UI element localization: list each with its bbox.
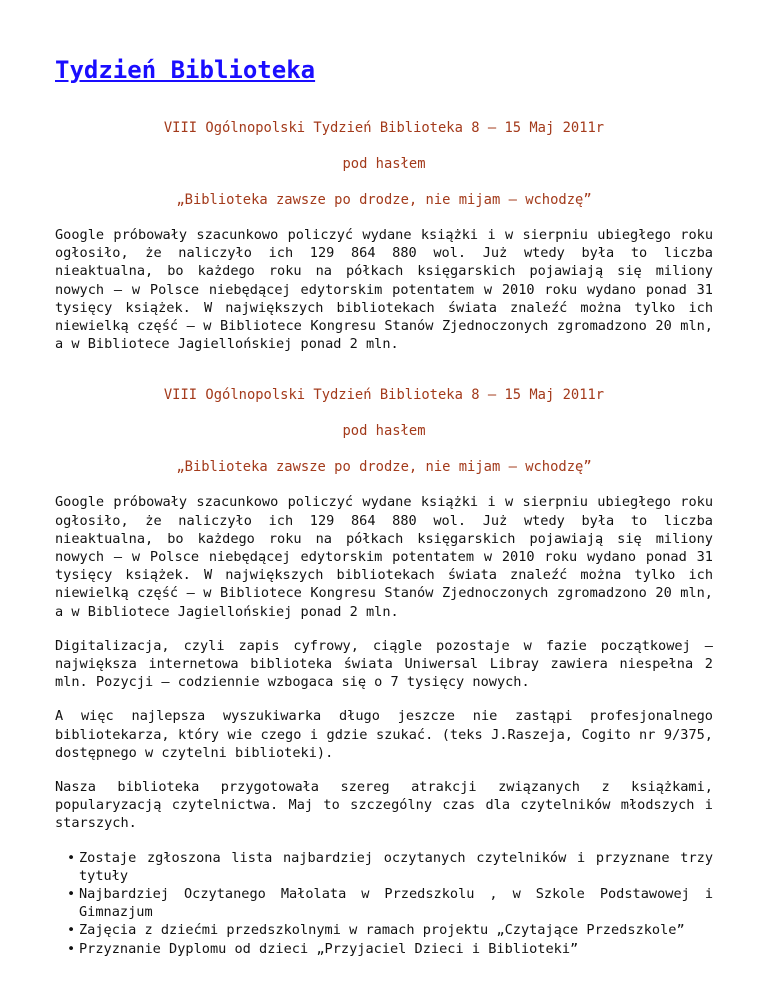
intro-paragraph: Google próbowały szacunkowo policzyć wydane książki i w sierpniu ubiegłego roku ogłosiło, że naliczyło ich 129 864 880 wol. Już wtedy była to liczba nieaktualna, bo każdego roku na półkach księgarskich pojawiają się miliony nowych – w Polsce niebędącej edytorskim potentatem w 2010 roku wydano ponad 31 tysięcy książek. W największych bibliotekach świata znaleźć można tylko ich niewielką część – w Bibliotece Kongresu Stanów Zjednoczonych zgromadzono 20 mln, a w Bibliotece Jagiellońskiej ponad 2 mln. [55, 227, 713, 353]
event-heading: VIII Ogólnopolski Tydzień Biblioteka 8 – 15 Maj 2011r [163, 387, 605, 404]
section-first [55, 118, 713, 353]
attractions-list [55, 849, 713, 958]
list-item [69, 940, 713, 958]
body-paragraph-digitalization: Digitalizacja, czyli zapis cyfrowy, ciągle pozostaje w fazie początkowej – największa internetowa biblioteka świata Uniwersal Libray zawiera niespełna 2 mln. Pozycji – codziennie wzbogaca się o 7 tysięcy nowych. [55, 637, 713, 691]
document-page [55, 50, 713, 958]
event-subtitle: pod hasłem [342, 423, 426, 440]
page-title [55, 50, 713, 90]
list-item-text: Zostaje zgłoszona lista najbardziej oczytanych czytelników i przyznane trzy tytuły [79, 849, 713, 884]
section-second [55, 385, 713, 957]
bullet-icon: • [67, 940, 76, 957]
event-motto: „Biblioteka zawsze po drodze, nie mijam – wchodzę” [176, 192, 592, 208]
body-paragraph-attractions: Nasza biblioteka przygotowała szereg atrakcji związanych z książkami, popularyzacją czytelnictwa. Maj to szczególny czas dla czytelników młodszych i starszych. [55, 779, 713, 832]
bullet-icon: • [67, 922, 76, 939]
list-item-text: Najbardziej Oczytanego Małolata w Przedszkolu , w Szkole Podstawowej i Gimnazjum [79, 886, 713, 921]
event-motto: „Biblioteka zawsze po drodze, nie mijam – wchodzę” [176, 459, 592, 476]
list-item-text: Zajęcia z dziećmi przedszkolnymi w ramach projektu „Czytające Przedszkole” [79, 922, 685, 939]
list-item [69, 921, 713, 939]
page-title-link[interactable]: Tydzień Biblioteka [55, 56, 316, 84]
body-paragraph-librarian: A więc najlepsza wyszukiwarka długo jeszcze nie zastąpi profesjonalnego bibliotekarza, który wie czego i gdzie szukać. (teks J.Raszeja, Cogito nr 9/375, dostępnego w czytelni biblioteki). [55, 708, 713, 761]
body-paragraph-google: Google próbowały szacunkowo policzyć wydane książki i w sierpniu ubiegłego roku ogłosiło, że naliczyło ich 129 864 880 wol. Już wtedy była to liczba nieaktualna, bo każdego roku na półkach księgarskich pojawiają się miliony nowych – w Polsce niebędącej edytorskim potentatem w 2010 roku wydano ponad 31 tysięcy książek. W największych bibliotekach świata znaleźć można tylko ich niewielką część – w Bibliotece Kongresu Stanów Zjednoczonych zgromadzono 20 mln, a w Bibliotece Jagiellońskiej ponad 2 mln. [55, 494, 713, 620]
event-heading: VIII Ogólnopolski Tydzień Biblioteka 8 – 15 Maj 2011r [163, 120, 605, 136]
event-subtitle: pod hasłem [342, 156, 426, 172]
list-item [69, 885, 713, 921]
list-item [69, 849, 713, 885]
list-item-text: Przyznanie Dyplomu od dzieci „Przyjaciel Dzieci i Biblioteki” [79, 940, 579, 957]
bullet-icon: • [67, 886, 76, 903]
bullet-icon: • [67, 849, 76, 866]
